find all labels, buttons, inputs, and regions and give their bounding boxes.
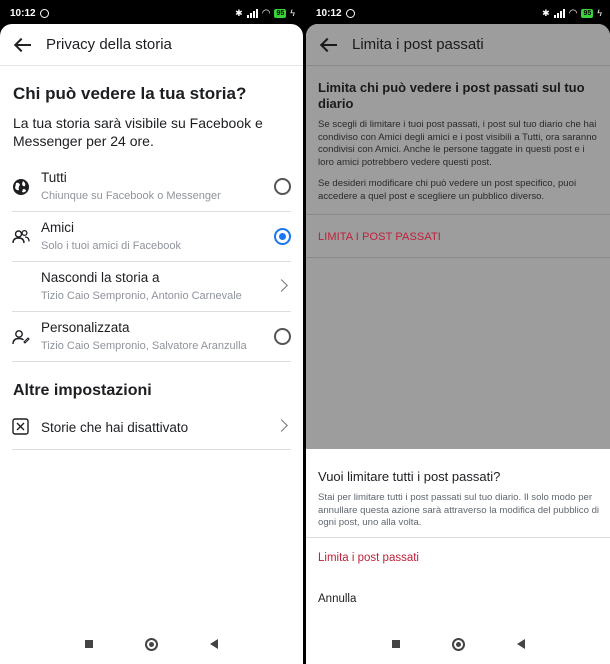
muted-stories-icon	[12, 418, 29, 435]
option-sublabel: Tizio Caio Sempronio, Salvatore Aranzulla	[41, 340, 247, 352]
alarm-icon	[40, 9, 49, 18]
radio-amici[interactable]	[274, 228, 291, 245]
nav-back-icon[interactable]	[517, 639, 525, 649]
charging-icon: ϟ	[290, 8, 295, 18]
radio-tutti[interactable]	[274, 178, 291, 195]
android-nav-bar	[0, 624, 303, 664]
android-nav-bar	[306, 624, 610, 664]
other-settings-title: Altre impostazioni	[13, 382, 152, 399]
option-label: Amici	[41, 220, 74, 235]
limit-posts-paragraph-2: Se desideri modificare chi può vedere un post specifico, puoi accedere a quel post e scegliere un pubblico diverso.	[318, 178, 577, 202]
section-description: La tua storia sarà visibile su Facebook e Messenger per 24 ore.	[13, 115, 263, 149]
chevron-right-icon	[275, 279, 288, 292]
cancel-button[interactable]: Annulla	[318, 592, 357, 605]
friends-icon	[12, 228, 30, 246]
status-bar	[306, 0, 610, 26]
option-label: Personalizzata	[41, 320, 130, 335]
phone-screen-right	[306, 0, 610, 664]
muted-stories-row[interactable]	[12, 406, 291, 450]
signal-icon	[247, 9, 258, 18]
wifi-icon: ◠	[261, 7, 271, 19]
home-icon[interactable]	[145, 638, 158, 651]
option-nascondi-storia[interactable]	[12, 262, 291, 312]
divider	[306, 537, 610, 538]
option-amici[interactable]	[12, 212, 291, 262]
app-bar	[0, 24, 303, 66]
charging-icon: ϟ	[597, 8, 602, 18]
page-title: Privacy della storia	[46, 36, 172, 53]
privacy-story-screen	[0, 24, 303, 624]
dialog-title: Vuoi limitare tutti i post passati?	[318, 469, 501, 484]
divider	[306, 214, 610, 215]
custom-friends-icon	[12, 328, 30, 346]
bluetooth-icon: ✱	[542, 7, 550, 18]
app-bar	[306, 24, 610, 66]
dimmed-background[interactable]	[306, 24, 610, 449]
section-title: Chi può vedere la tua storia?	[13, 84, 247, 103]
limit-posts-screen	[306, 24, 610, 624]
option-tutti[interactable]	[12, 162, 291, 212]
limit-past-posts-link[interactable]: LIMITA I POST PASSATI	[318, 231, 441, 243]
phone-screen-left	[0, 0, 303, 664]
option-sublabel: Chiunque su Facebook o Messenger	[41, 190, 221, 202]
divider	[306, 257, 610, 258]
option-label: Nascondi la storia a	[41, 270, 160, 285]
option-personalizzata[interactable]	[12, 312, 291, 362]
confirm-limit-button[interactable]: Limita i post passati	[318, 551, 419, 564]
back-arrow-icon[interactable]	[14, 38, 32, 52]
audience-option-list	[0, 162, 303, 362]
wifi-icon: ◠	[568, 7, 578, 19]
option-sublabel: Tizio Caio Sempronio, Antonio Carnevale	[41, 290, 242, 302]
page-title: Limita i post passati	[352, 36, 484, 53]
status-time: 10:12	[316, 7, 342, 19]
radio-personalizzata[interactable]	[274, 328, 291, 345]
battery-icon: 95	[276, 9, 285, 17]
home-icon[interactable]	[452, 638, 465, 651]
battery-icon: 95	[583, 9, 592, 17]
back-arrow-icon[interactable]	[320, 38, 338, 52]
bluetooth-icon: ✱	[235, 7, 243, 18]
muted-stories-label: Storie che hai disattivato	[41, 420, 189, 435]
recent-apps-icon[interactable]	[85, 640, 93, 648]
status-bar	[0, 0, 303, 26]
nav-back-icon[interactable]	[210, 639, 218, 649]
status-time: 10:12	[10, 7, 36, 19]
option-sublabel: Solo i tuoi amici di Facebook	[41, 240, 182, 252]
chevron-right-icon	[275, 419, 288, 432]
limit-posts-title: Limita chi può vedere i post passati sul tuo diario	[318, 80, 585, 111]
recent-apps-icon[interactable]	[392, 640, 400, 648]
alarm-icon	[346, 9, 355, 18]
option-label: Tutti	[41, 170, 67, 185]
signal-icon	[554, 9, 565, 18]
limit-posts-paragraph-1: Se scegli di limitare i tuoi post passati, i post sul tuo diario che hai condiviso con Amici degli amici e i post visibili a Tutti, ora saranno condivisi con Amici. Anche le persone taggate in questi post e i loro amici potrebbero vedere questi post.	[318, 119, 597, 168]
confirm-dialog-sheet	[306, 449, 610, 624]
dialog-text: Stai per limitare tutti i post passati sul tuo diario. Il solo modo per annullare questa azione sarà attraverso la modifica del pubblico di ogni post, uno alla volta.	[318, 492, 600, 528]
globe-icon	[12, 178, 30, 196]
